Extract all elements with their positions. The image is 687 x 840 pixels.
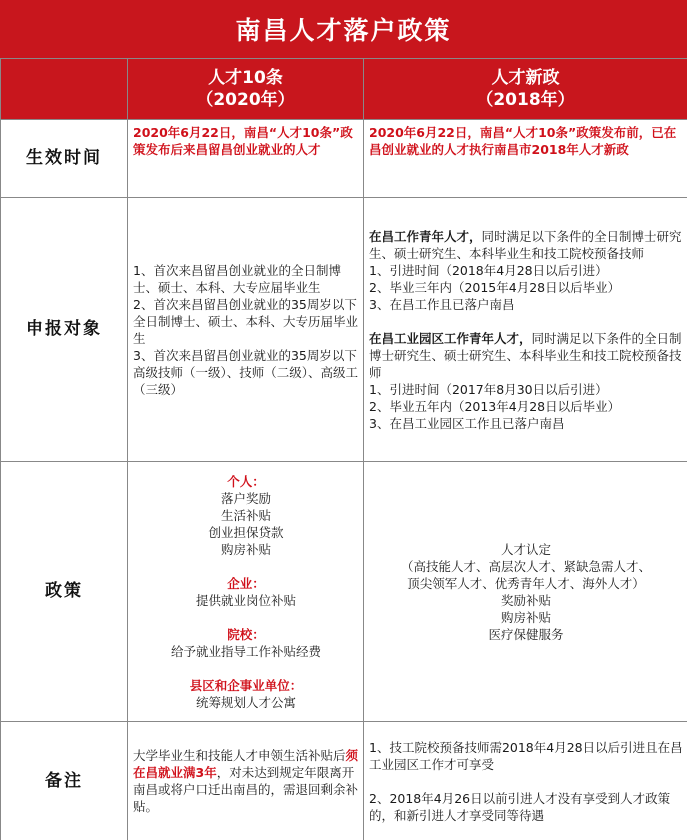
column-header-year: （2020年） xyxy=(196,90,295,110)
group-heading: 院校： xyxy=(227,626,265,642)
spacer xyxy=(133,558,359,575)
list-item: 奖励补贴 xyxy=(500,592,551,608)
remarks-2018-cell xyxy=(364,722,687,840)
target-block-youth xyxy=(369,228,683,262)
remarks-highlight: 须在昌就业满3年 xyxy=(133,748,359,780)
block-rest: 同时满足以下条件的全日制博士研究生、硕士研究生、本科毕业生和技工院校预备技师 xyxy=(369,228,682,261)
remarks-pre: 大学毕业生和技能人才申领生活补贴后 xyxy=(133,748,346,763)
list-item: 给予就业指导工作补贴经费 xyxy=(170,643,321,659)
row-label-target: 申报对象 xyxy=(1,198,128,462)
list-item: 2、首次来昌留昌创业就业的35周岁以下全日制博士、硕士、本科、大专历届毕业生 xyxy=(133,296,359,346)
column-header-name: 人才10条 xyxy=(208,68,283,88)
list-item: 购房补贴 xyxy=(500,609,551,625)
remarks-post: ，对未达到规定年限离开南昌或将户口迁出南昌的，需退回剩余补贴。 xyxy=(133,765,359,814)
block-lead: 在昌工作青年人才， xyxy=(369,228,482,244)
row-label-effective: 生效时间 xyxy=(1,120,128,198)
spacer xyxy=(133,660,359,677)
effective-2020-text: 2020年6月22日，南昌“人才10条”政策发布后来昌留昌创业就业的人才 xyxy=(128,120,364,198)
list-item: 1、技工院校预备技师需2018年4月28日以后引进且在昌工业园区工作才可享受 xyxy=(369,739,683,772)
group-heading: 个人： xyxy=(227,473,265,489)
policy-2020-cell xyxy=(128,462,364,722)
list-item: 人才认定 xyxy=(500,541,551,557)
list-item: （高技能人才、高层次人才、紧缺急需人才、 xyxy=(400,558,651,574)
list-item: 提供就业岗位补贴 xyxy=(195,592,296,608)
list-item: 医疗保健服务 xyxy=(488,626,564,642)
list-item: 统筹规划人才公寓 xyxy=(195,694,296,710)
list-item: 1、引进时间（2018年4月28日以后引进） xyxy=(369,262,608,278)
target-2020-cell xyxy=(128,198,364,462)
list-item: 创业担保贷款 xyxy=(208,524,284,540)
target-block-industrial xyxy=(369,330,683,381)
list-item: 2、毕业五年内（2013年4月28日以后毕业） xyxy=(369,398,621,414)
policy-2018-cell xyxy=(364,462,687,722)
column-header-year: （2018年） xyxy=(476,90,575,110)
row-label-remarks: 备注 xyxy=(1,722,128,840)
list-item: 购房补贴 xyxy=(220,541,271,557)
group-heading: 企业： xyxy=(227,575,265,591)
column-header-name: 人才新政 xyxy=(491,68,560,88)
list-item: 落户奖励 xyxy=(220,490,271,506)
group-heading: 县区和企事业单位： xyxy=(189,677,303,693)
policy-table xyxy=(0,58,687,840)
column-header-2020 xyxy=(128,59,364,120)
block-rest: 同时满足以下条件的全日制博士研究生、硕士研究生、本科毕业生和技工院校预备技师 xyxy=(369,330,682,380)
remarks-2020-text xyxy=(133,747,359,815)
column-header-2018 xyxy=(364,59,687,120)
row-label-policy: 政策 xyxy=(1,462,128,722)
effective-2018-text: 2020年6月22日，南昌“人才10条”政策发布前，已在昌创业就业的人才执行南昌市2018年人才新政 xyxy=(364,120,687,198)
header-corner-cell xyxy=(1,59,128,120)
spacer xyxy=(369,313,683,330)
list-item: 1、首次来昌留昌创业就业的全日制博士、硕士、本科、大专应届毕业生 xyxy=(133,262,341,295)
spacer xyxy=(133,609,359,626)
list-item: 生活补贴 xyxy=(220,507,271,523)
list-item: 1、引进时间（2017年8月30日以后引进） xyxy=(369,381,608,397)
page-title: 南昌人才落户政策 xyxy=(0,0,687,58)
block-lead: 在昌工业园区工作青年人才， xyxy=(369,330,532,346)
list-item: 2、毕业三年内（2015年4月28日以后毕业） xyxy=(369,279,621,295)
spacer xyxy=(369,773,683,790)
list-item: 2、2018年4月26日以前引进人才没有享受到人才政策的，和新引进人才享受同等待遇 xyxy=(369,790,671,823)
target-2018-cell xyxy=(364,198,687,462)
list-item: 3、首次来昌留昌创业就业的35周岁以下高级技师（一级）、技师（二级）、高级工（三级） xyxy=(133,347,359,397)
remarks-2020-cell xyxy=(128,722,364,840)
list-item: 顶尖领军人才、优秀青年人才、海外人才） xyxy=(407,575,645,591)
list-item: 3、在昌工作且已落户南昌 xyxy=(369,296,515,312)
list-item: 3、在昌工业园区工作且已落户南昌 xyxy=(369,415,565,431)
